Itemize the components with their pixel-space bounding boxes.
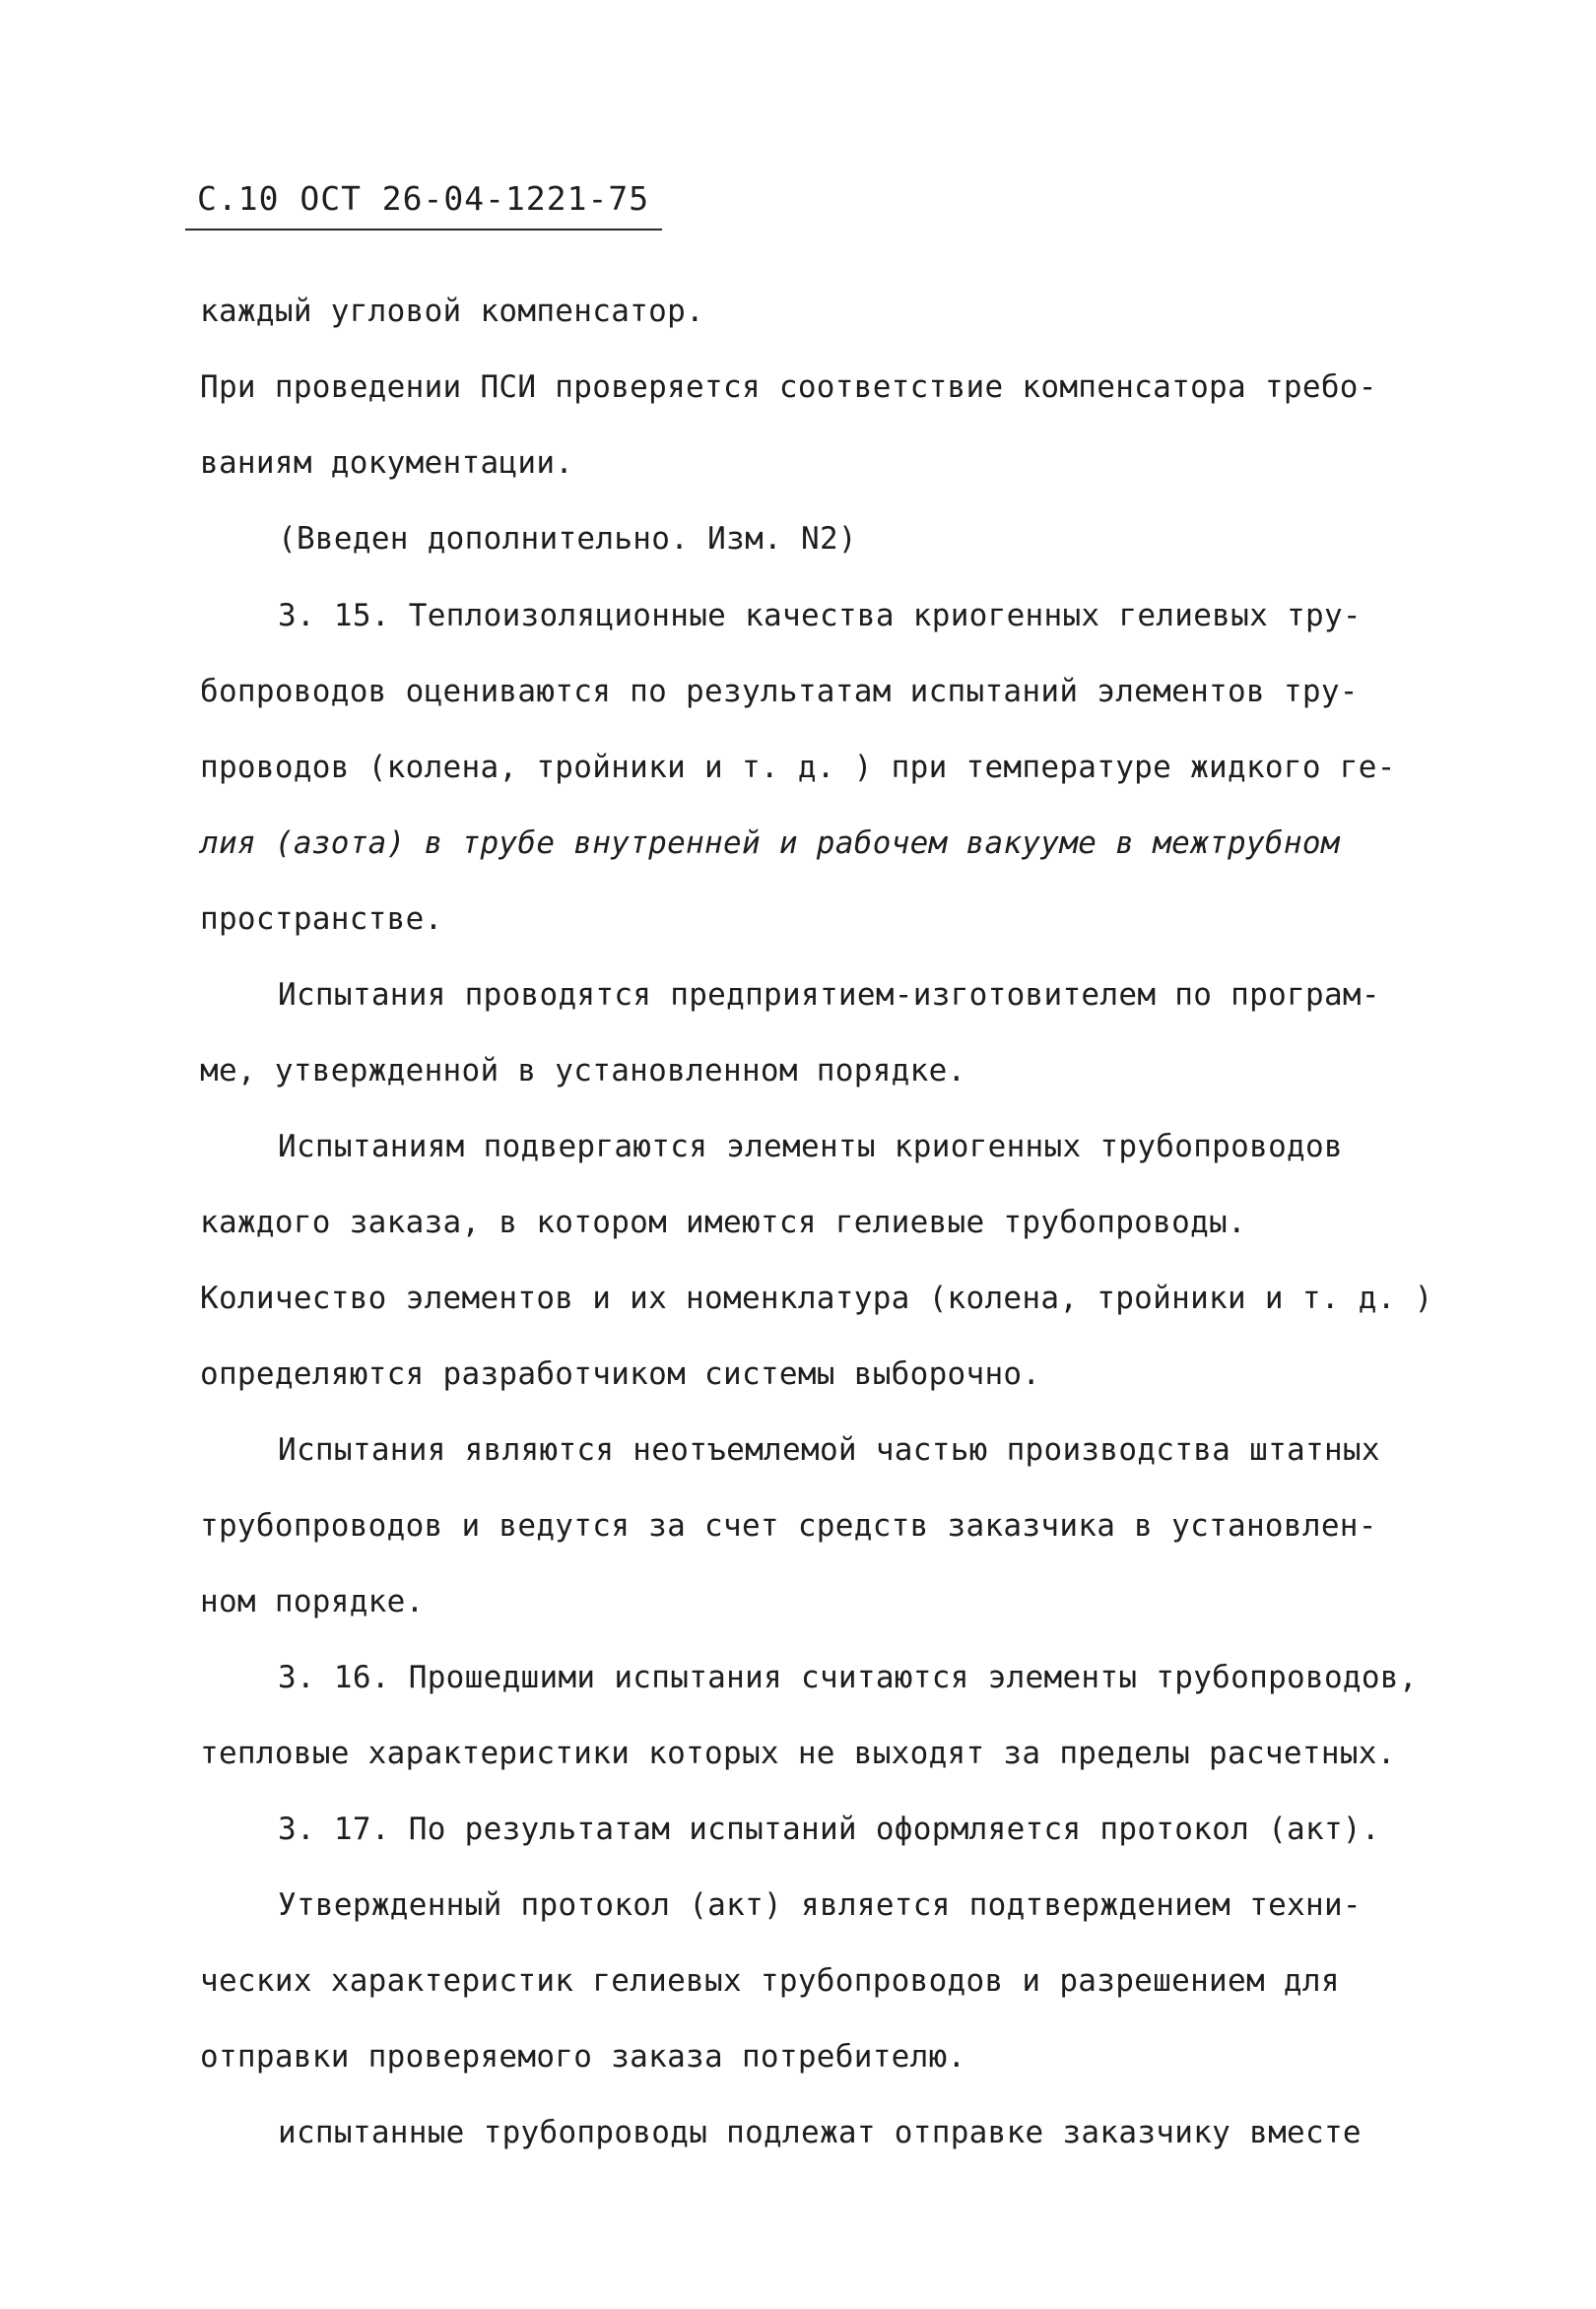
text-line: 3. 16. Прошедшими испытания считаются элементы трубопроводов, (278, 1660, 1418, 1695)
text-line: При проведении ПСИ проверяется соответствие компенсатора требо- (200, 369, 1377, 405)
text-line: определяются разработчиком системы выборочно. (200, 1356, 1041, 1392)
text-line: каждого заказа, в котором имеются гелиевые трубопроводы. (200, 1205, 1246, 1240)
text-line: каждый угловой компенсатор. (200, 294, 705, 329)
text-line: ме, утвержденной в установленном порядке. (200, 1053, 966, 1089)
text-line: 3. 17. По результатам испытаний оформляется протокол (акт). (278, 1812, 1380, 1847)
text-line: трубопроводов и ведутся за счет средств заказчика в установлен- (200, 1508, 1377, 1544)
text-line: лия (азота) в трубе внутренней и рабочем вакууме в межтрубном (200, 825, 1340, 861)
text-line: ваниям документации. (200, 445, 574, 481)
text-line: ческих характеристик гелиевых трубопроводов и разрешением для (200, 1963, 1340, 1999)
text-line: проводов (колена, тройники и т. д. ) при температуре жидкого ге- (200, 750, 1396, 785)
text-line: пространстве. (200, 901, 443, 937)
text-line: Утвержденный протокол (акт) является подтверждением техни- (278, 1887, 1362, 1923)
text-line: ном порядке. (200, 1584, 425, 1619)
text-line: тепловые характеристики которых не выходят за пределы расчетных. (200, 1736, 1396, 1771)
text-line: отправки проверяемого заказа потребителю. (200, 2039, 966, 2075)
page-header: С.10 ОСТ 26-04-1221-75 (197, 179, 650, 218)
text-line: Испытания являются неотъемлемой частью производства штатных (278, 1432, 1380, 1468)
text-line: (Введен дополнительно. Изм. N2) (278, 521, 857, 557)
text-line: Количество элементов и их номенклатура (колена, тройники и т. д. ) (200, 1281, 1433, 1316)
text-line: испытанные трубопроводы подлежат отправке заказчику вместе (278, 2115, 1362, 2150)
text-line: 3. 15. Теплоизоляционные качества криогенных гелиевых тру- (278, 598, 1362, 633)
text-line: бопроводов оцениваются по результатам испытаний элементов тру- (200, 674, 1359, 709)
text-line: Испытания проводятся предприятием-изготовителем по програм- (278, 977, 1380, 1013)
text-line: Испытаниям подвергаются элементы криогенных трубопроводов (278, 1129, 1343, 1164)
header-underline (185, 229, 662, 231)
